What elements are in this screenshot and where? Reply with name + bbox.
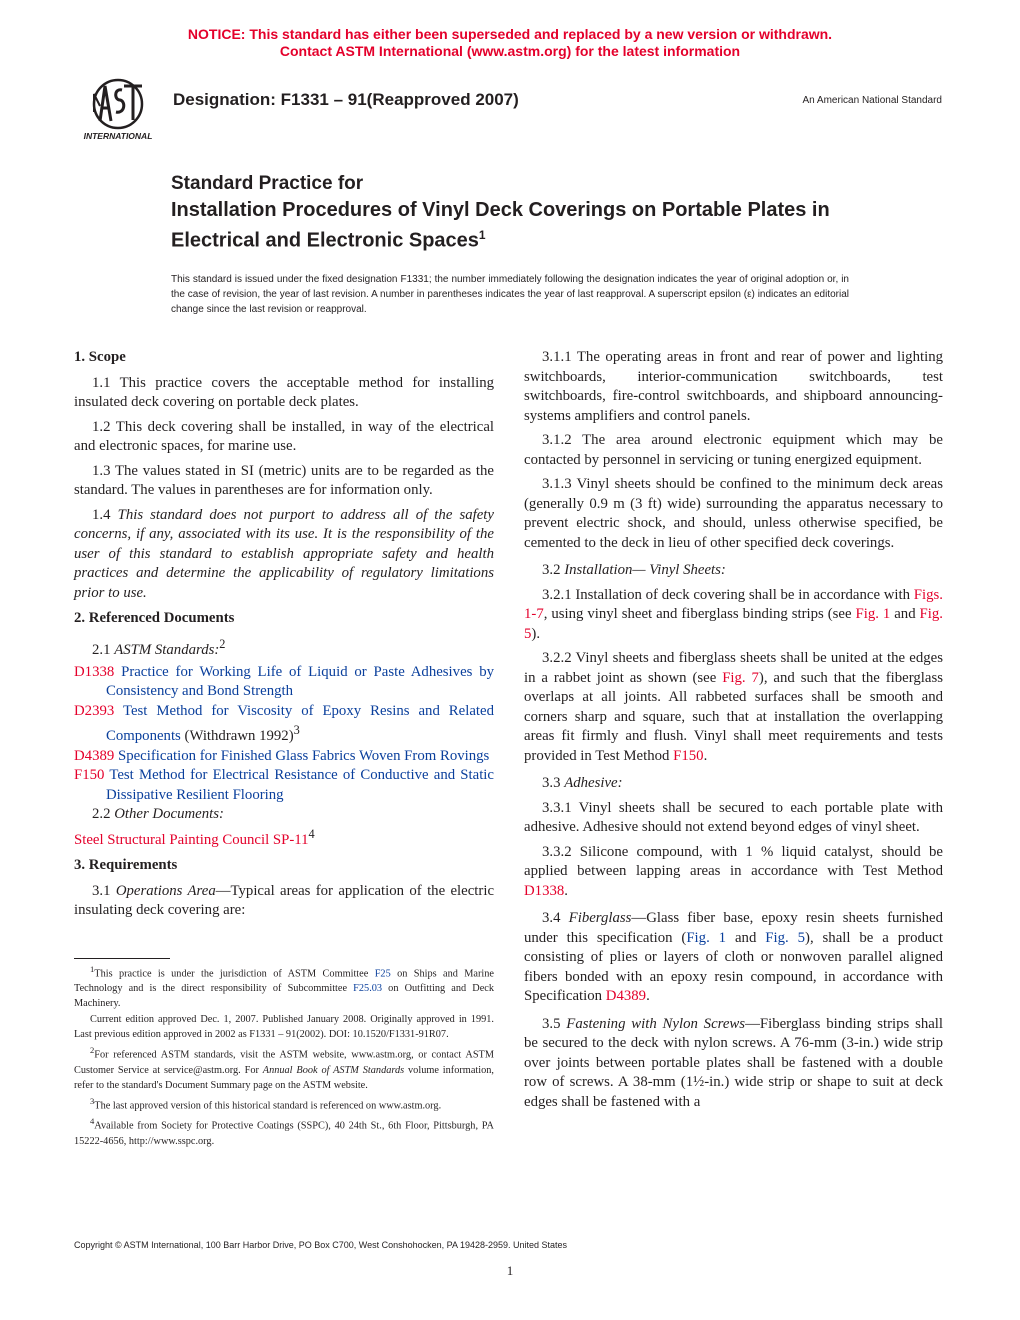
para-3-2: 3.2 Installation— Vinyl Sheets: <box>542 562 726 578</box>
sspc-sup: 4 <box>308 826 315 841</box>
para-3-1-3: 3.1.3 Vinyl sheets should be confined to the minimum deck areas (generally 0.9 m (3 ft) wide) surrounding the apparatus necessary to prevent electric shock, and should, unless otherwise specified, be cemented to the deck in lieu of other specified deck coverings. <box>524 476 943 551</box>
para-2-1-text: ASTM Standards: <box>114 641 220 658</box>
para-3-1-num: 3.1 <box>92 882 116 899</box>
intro-paragraph: This standard is issued under the fixed designation F1331; the number immediately following the designation indicates the year of original adoption or, in the case of revision, the year of last revision. A number in parentheses indicates the year of last reapproval. A superscript epsilon (ε) indicates an editorial change since the last revision or reapproval. <box>171 274 849 315</box>
document-title <box>171 198 891 254</box>
designation: Designation: F1331 – 91(Reapproved 2007) <box>173 90 519 109</box>
footnote-4: $^4$Available from Society for Protective Coatings (SSPC), 40 24th St., 6th Floor, Pittsburgh, PA 15222-4656, http://www.sspc.org. <box>74 1116 494 1147</box>
ref-link-d2393[interactable]: D2393 <box>74 702 115 719</box>
left-column <box>74 348 494 926</box>
para-3-2-2: 3.2.2 Vinyl sheets and fiberglass sheets shall be united at the edges in a rabbet joint as shown (see Fig. 7), and such that the fiberglass overlaps at all joints. All rabbeted surfaces shall be smooth and corners sharp and square, such that at installation the overlapping areas fit firmly and flush. Vinyl shall meet requirements and tests provided in Test Method F150. <box>524 650 943 764</box>
para-2-2-num: 2.2 <box>92 806 115 823</box>
para-3-1-1: 3.1.1 The operating areas in front and rear of power and lighting switchboards, interior-communication switchboards, test switchboards, fire-control switchboards, and shipboard announcing-systems amplifiers and control panels. <box>524 349 943 424</box>
logo-wordmark: INTERNATIONAL <box>83 131 153 141</box>
para-3-2-1: 3.2.1 Installation of deck covering shall be in accordance with Figs. 1-7, using vinyl sheet and fiberglass binding strips (see Fig. 1 and Fig. 5). <box>524 586 943 642</box>
para-3-5: 3.5 Fastening with Nylon Screws—Fiberglass binding strips shall be secured to the deck with nylon screws. A 76-mm (3-in.) wide strip over joints between portable plates shall be fastened with a double row of screws. A 38-mm (1½-in.) wide strip or shape to suit at deck edges shall be fastened with a <box>524 1015 944 1110</box>
link-d1338[interactable]: D1338 <box>524 882 565 899</box>
para-1-4-text: This standard does not purport to address all of the safety concerns, if any, associated with its use. It is the responsibility of the user of this standard to establish appropriate safety and health practices and determine the applicability of regulatory limitations prior to use. <box>74 506 494 601</box>
para-3-3: 3.3 Adhesive: <box>542 775 623 791</box>
para-2-1-sup: 2 <box>219 636 226 651</box>
para-3-1-text: —Typical areas for application of the electric insulating deck covering are: <box>74 882 495 919</box>
footnotes <box>74 962 494 1150</box>
ref-title[interactable]: Practice for Working Life of Liquid or Paste Adhesives by Consistency and Bond Strength <box>106 663 494 700</box>
para-2-1 <box>74 635 494 660</box>
link-f150[interactable]: F150 <box>673 747 704 764</box>
ref-item <box>74 702 494 747</box>
notice-line-1: NOTICE: This standard has either been superseded and replaced by a new version or withdrawn. <box>187 26 833 42</box>
ref-link-f150[interactable]: F150 <box>74 767 105 784</box>
sspc-ref <box>74 825 494 850</box>
para-3-1 <box>74 882 494 921</box>
para-3-3-1: 3.3.1 Vinyl sheets shall be secured to each portable plate with adhesive. Adhesive should not extend beyond edges of vinyl sheet. <box>524 799 943 835</box>
footnote-1-edition: Current edition approved Dec. 1, 2007. Published January 2008. Originally approved in 1991. Last previous edition approved in 2002 as F1331 – 91(2002). DOI: 10.1520/F1331-91R07. <box>74 1014 494 1041</box>
section-requirements-heading: 3. Requirements <box>74 857 178 874</box>
para-3-3-2: 3.3.2 Silicone compound, with 1 % liquid catalyst, should be applied between lapping areas in accordance with Test Method D1338. <box>524 843 943 899</box>
ref-title[interactable]: Test Method for Viscosity of Epoxy Resins and Related Components <box>106 702 494 745</box>
section-scope-heading: 1. Scope <box>74 349 126 365</box>
link-fig-7[interactable]: Fig. 7 <box>722 669 759 686</box>
para-3-1-2: 3.1.2 The area around electronic equipment which may be contacted by personnel in servicing or tuning energized equipment. <box>524 432 943 468</box>
title-footnote-mark: 1 <box>478 228 486 242</box>
right-column <box>524 348 943 1117</box>
para-1-4 <box>74 506 494 604</box>
para-3-4: 3.4 Fiberglass—Glass fiber base, epoxy resin sheets furnished under this specification (Fig. 1 and Fig. 5), shall be a product consisting of plies or layers of cloth or nonwoven parallel aligned fibers bonded with an epoxy resin compound, in accordance with Specification D4389. <box>524 910 943 1004</box>
para-2-1-num: 2.1 <box>92 641 115 658</box>
footnote-1: $^1$This practice is under the jurisdiction of ASTM Committee F25 on Ships and Marine Technology and is the direct responsibility of Subcommittee F25.03 on Outfitting and Deck Machinery. <box>74 964 494 1010</box>
ref-sup: 3 <box>293 723 300 738</box>
ref-item <box>74 747 494 767</box>
notice-line-2: Contact ASTM International (www.astm.org) for the latest information <box>279 43 741 59</box>
footnote-2: $^2$For referenced ASTM standards, visit the ASTM website, www.astm.org, or contact ASTM Customer Service at service@astm.org. For Annual Book of ASTM Standards volume information, refer to the standard's Document Summary page on the ASTM website. <box>74 1045 494 1091</box>
footnote-link-f25[interactable]: F25 <box>374 968 391 980</box>
section-referenced-heading: 2. Referenced Documents <box>74 610 235 626</box>
ref-title[interactable]: Specification for Finished Glass Fabrics Woven From Rovings <box>114 747 490 764</box>
para-2-2 <box>74 805 494 825</box>
para-1-2: 1.2 This deck covering shall be installed, in way of the electrical and electronic spaces, for marine use. <box>74 418 494 454</box>
link-fig-1[interactable]: Fig. 1 <box>855 606 891 622</box>
sspc-link[interactable]: Steel Structural Painting Council SP-11 <box>74 831 309 848</box>
para-1-4-num: 1.4 <box>92 506 118 523</box>
page-number: 1 <box>506 1263 514 1278</box>
ref-withdrawn: (Withdrawn 1992) <box>180 728 294 745</box>
para-1-3: 1.3 The values stated in SI (metric) units are to be regarded as the standard. The values in parentheses are for information only. <box>74 462 494 498</box>
withdrawal-notice <box>0 26 1020 60</box>
astm-logo-icon <box>78 76 158 142</box>
title-line-2: Installation Procedures of Vinyl Deck Coverings on Portable Plates in Electrical and Electronic Spaces <box>171 199 830 252</box>
copyright: Copyright © ASTM International, 100 Barr Harbor Drive, PO Box C700, West Conshohocken, PA 19428-2959. United States <box>74 1240 568 1250</box>
ref-title[interactable]: Test Method for Electrical Resistance of Conductive and Static Dissipative Resilient Flooring <box>104 767 494 803</box>
link-fig-1b[interactable]: Fig. 1 <box>686 929 727 946</box>
ref-link-d1338[interactable]: D1338 <box>74 663 115 680</box>
link-figs-1-7[interactable]: Figs. 1-7 <box>524 586 943 622</box>
footnote-divider <box>74 958 170 959</box>
footnote-link-f2503[interactable]: F25.03 <box>353 983 383 995</box>
link-fig-5b[interactable]: Fig. 5 <box>765 929 806 946</box>
link-fig-5[interactable]: Fig. 5 <box>524 606 943 642</box>
para-3-1-em: Operations Area <box>115 882 216 899</box>
para-1-1: 1.1 This practice covers the acceptable method for installing insulated deck covering on portable deck plates. <box>74 374 494 410</box>
title-line-1: Standard Practice for <box>171 173 364 194</box>
national-standard-label: An American National Standard <box>802 95 942 106</box>
ref-item <box>74 766 494 805</box>
ref-item <box>74 663 494 702</box>
link-d4389[interactable]: D4389 <box>605 988 647 1004</box>
footnote-3: $^3$The last approved version of this historical standard is referenced on www.astm.org. <box>90 1095 442 1112</box>
ref-link-d4389[interactable]: D4389 <box>74 747 115 764</box>
para-2-2-text: Other Documents: <box>114 806 224 823</box>
